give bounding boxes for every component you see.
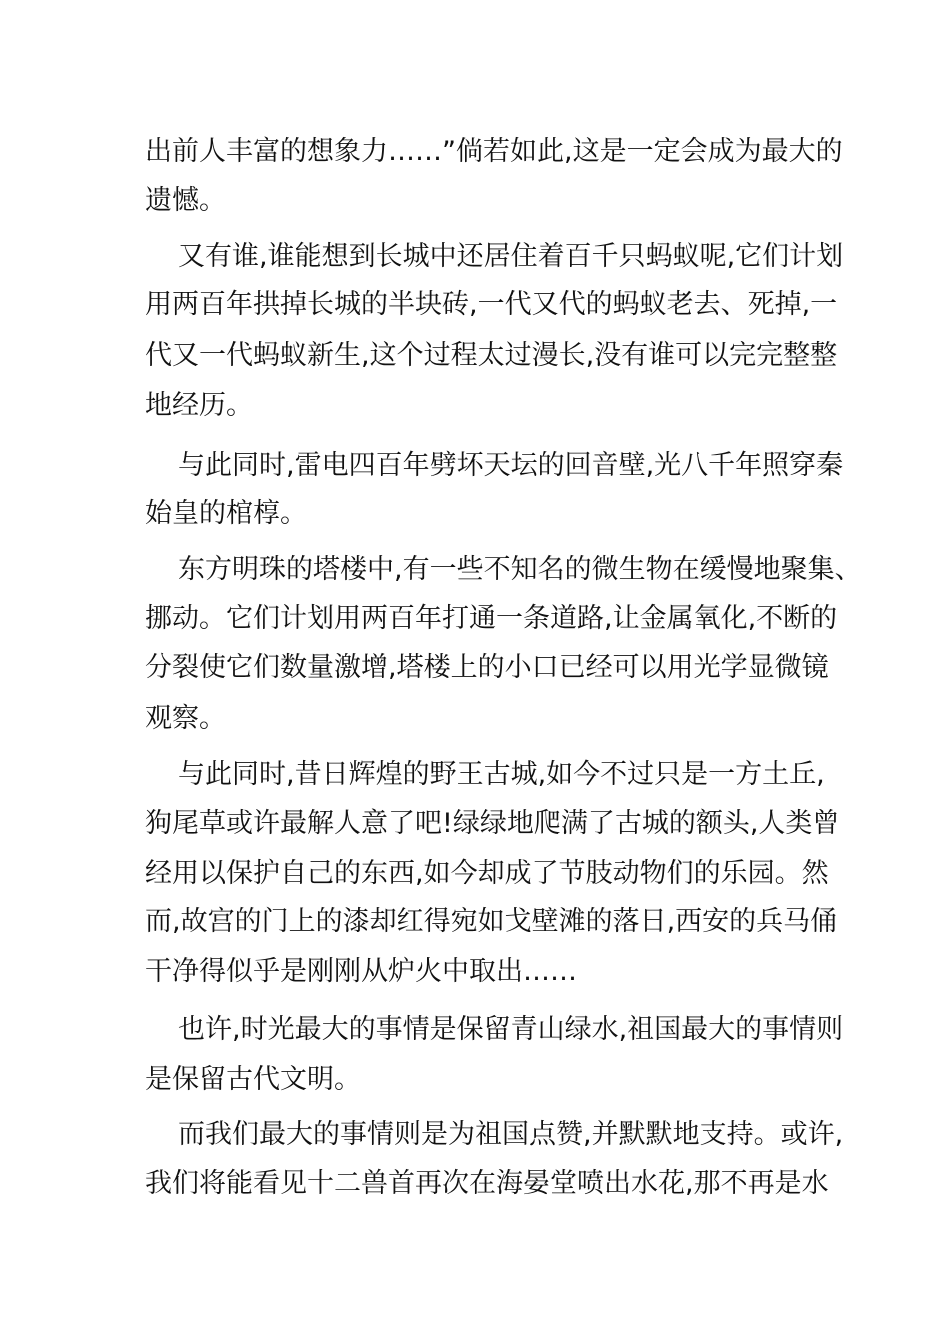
- text-line: 代又一代蚂蚁新生,这个过程太过漫长,没有谁可以完完整整: [145, 340, 838, 371]
- text-line: 而,故宫的门上的漆却红得宛如戈壁滩的落日,西安的兵马俑: [145, 906, 838, 937]
- paragraph-start-line: 而我们最大的事情则是为祖国点赞,并默默地支持。或许,: [178, 1119, 844, 1150]
- text-line: 始皇的棺椁。: [145, 498, 307, 529]
- text-line: 我们将能看见十二兽首再次在海晏堂喷出水花,那不再是水: [145, 1168, 829, 1199]
- text-line: 分裂使它们数量激增,塔楼上的小口已经可以用光学显微镜: [145, 652, 829, 683]
- text-line: 遗憾。: [145, 185, 226, 216]
- paragraph-start-line: 东方明珠的塔楼中,有一些不知名的微生物在缓慢地聚集、: [178, 554, 862, 585]
- text-line: 干净得似乎是刚刚从炉火中取出……: [145, 956, 577, 987]
- text-line: 是保留古代文明。: [145, 1064, 361, 1095]
- paragraph-start-line: 与此同时,昔日辉煌的野王古城,如今不过只是一方土丘,: [178, 759, 825, 790]
- paragraph-start-line: 又有谁,谁能想到长城中还居住着百千只蚂蚁呢,它们计划: [178, 241, 844, 272]
- text-line: 挪动。它们计划用两百年打通一条道路,让金属氧化,不断的: [145, 603, 838, 634]
- text-line: 观察。: [145, 703, 226, 734]
- paragraph-start-line: 与此同时,雷电四百年劈坏天坛的回音壁,光八千年照穿秦: [178, 450, 844, 481]
- text-line: 狗尾草或许最解人意了吧!绿绿地爬满了古城的额头,人类曾: [145, 808, 840, 839]
- text-line: 用两百年拱掉长城的半块砖,一代又代的蚂蚁老去、死掉,一: [145, 289, 838, 320]
- text-line: 地经历。: [145, 390, 253, 421]
- paragraph-start-line: 也许,时光最大的事情是保留青山绿水,祖国最大的事情则: [178, 1014, 844, 1045]
- text-line: 经用以保护自己的东西,如今却成了节肢动物们的乐园。然: [145, 858, 829, 889]
- text-line: 出前人丰富的想象力……”倘若如此,这是一定会成为最大的: [145, 136, 843, 167]
